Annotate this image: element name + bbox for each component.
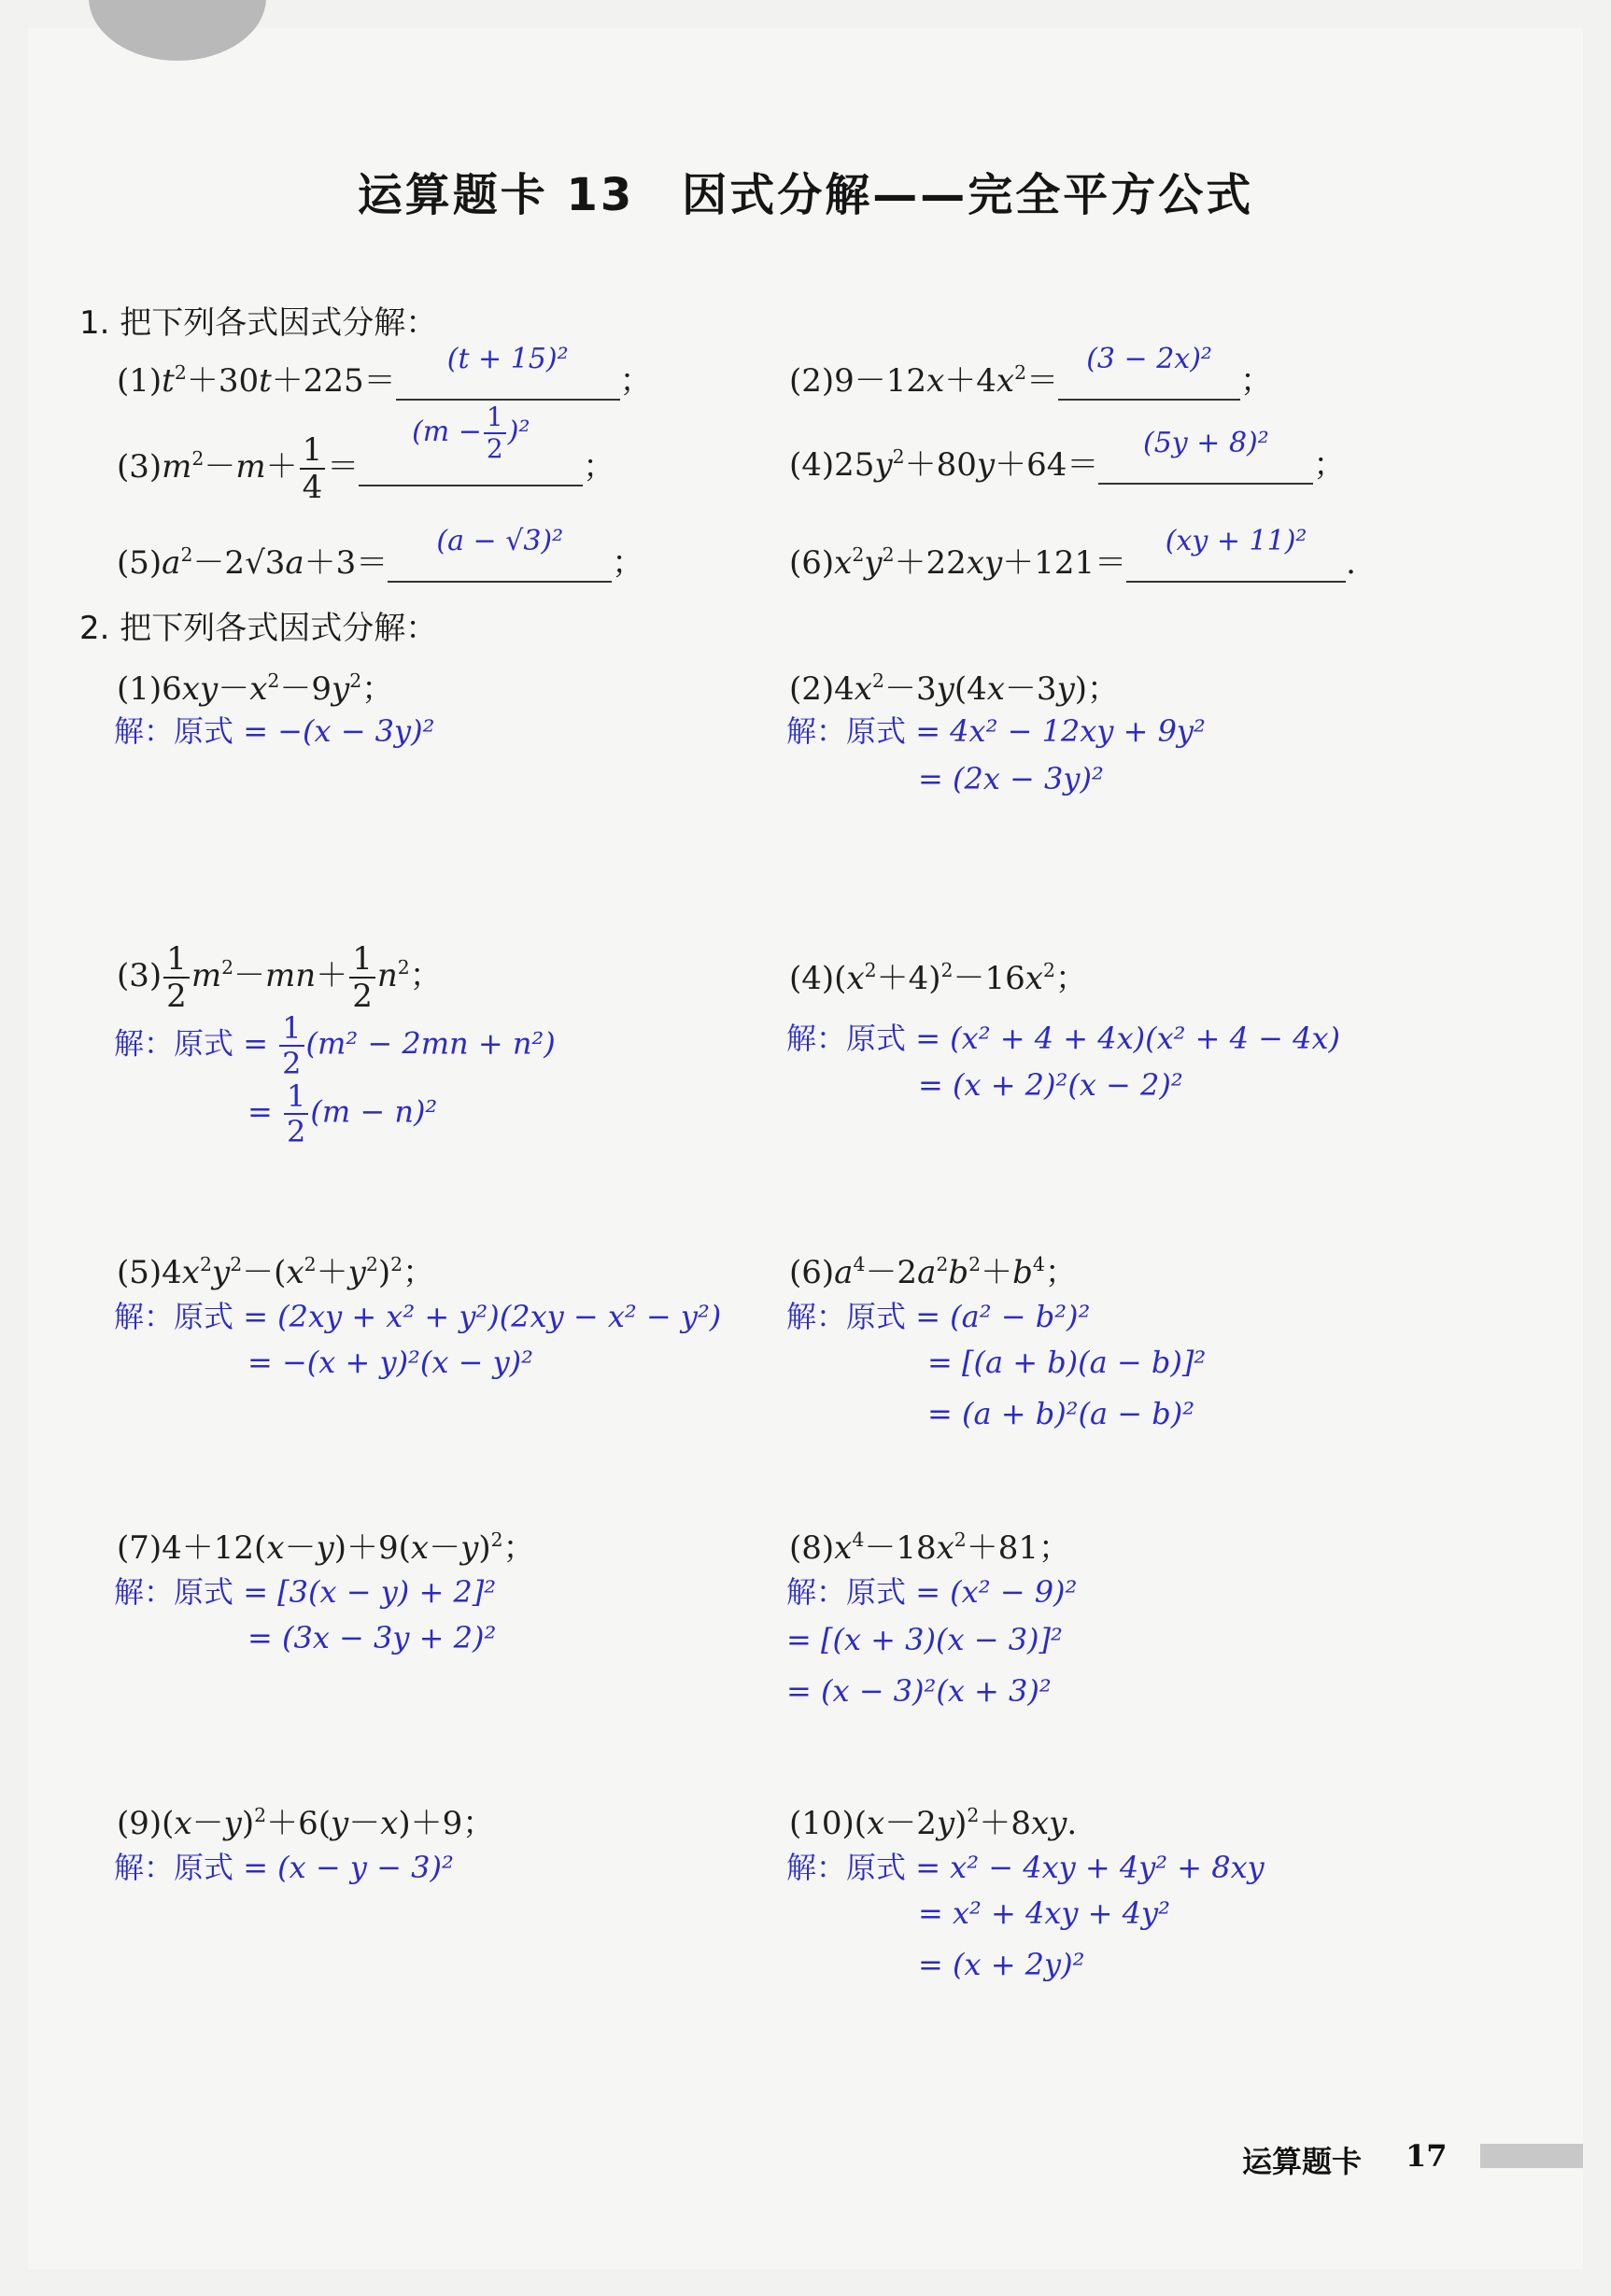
- s2-solution-5: 解：原式 = (2xy + x² + y²)(2xy − x² − y²): [114, 1299, 722, 1334]
- fraction: $\frac{1}{4}$: [300, 434, 326, 503]
- s2-problem-1: $(1)6xy-x^2-9y^2$；: [117, 669, 394, 708]
- s2-solution-4-step: = (x + 2)²(x − 2)²: [918, 1067, 1183, 1103]
- s2-solution-6: 解：原式 = (a² − b²)²: [786, 1299, 1091, 1334]
- s2-problem-9: $(9)(x-y)^2+6(y-x)+9$；: [117, 1803, 495, 1842]
- s2-solution-10-step-3: = (x + 2y)²: [918, 1947, 1085, 1982]
- s2-problem-10: $(10)(x-2y)^2+8xy$.: [789, 1803, 1078, 1842]
- answer: (t + 15)²: [446, 343, 569, 375]
- s1-item-4: $(4)25y^2+80y+64=$ (5y + 8)² ；: [789, 427, 1346, 484]
- answer-blank: [388, 525, 612, 583]
- s2-problem-5: $(5)4x^2y^2-(x^2+y^2)^2$；: [117, 1252, 435, 1291]
- s2-solution-1: 解：原式 = −(x − 3y)²: [114, 713, 435, 749]
- s1-item-5: $(5)a^2-2√3a+3=$ (a − √3)² ；: [117, 525, 644, 582]
- s2-problem-2: $(2)4x^2-3y(4x-3y)$；: [789, 669, 1120, 708]
- s2-solution-9: 解：原式 = (x − y − 3)²: [114, 1850, 454, 1885]
- s2-solution-6-step-3: = (a + b)²(a − b)²: [927, 1396, 1195, 1431]
- answer: (3 − 2x)²: [1086, 343, 1212, 375]
- footer-label: 运算题卡: [1242, 2144, 1363, 2179]
- answer-blank: [1098, 427, 1313, 485]
- s2-solution-2-step: = (2x − 3y)²: [918, 761, 1104, 796]
- s2-solution-8-step-3: = (x − 3)²(x + 3)²: [786, 1673, 1052, 1709]
- s2-solution-2: 解：原式 = 4x² − 12xy + 9y²: [786, 713, 1206, 749]
- s1-item-2: $(2)9-12x+4x^2=$ (3 − 2x)² ；: [789, 343, 1273, 400]
- section-2-heading: 2. 把下列各式因式分解：: [79, 610, 438, 647]
- s2-problem-4: $(4)(x^2+4)^2-16x^2$；: [789, 958, 1087, 997]
- footer-bar: [1480, 2144, 1583, 2168]
- s2-solution-6-step-2: = [(a + b)(a − b)]²: [927, 1345, 1207, 1380]
- s2-solution-10: 解：原式 = x² − 4xy + 4y² + 8xy: [786, 1850, 1265, 1885]
- page-title: 运算题卡 13 因式分解——完全平方公式: [357, 169, 1254, 221]
- s2-solution-5-step: = −(x + y)²(x − y)²: [247, 1345, 533, 1380]
- s2-problem-6: $(6)a^4-2a^2b^2+b^4$；: [789, 1252, 1077, 1291]
- answer-blank: [1126, 525, 1346, 583]
- s2-solution-10-step-2: = x² + 4xy + 4y²: [918, 1895, 1170, 1931]
- s1-item-6: $(6)x^2y^2+22xy+121=$ (xy + 11)² .: [789, 525, 1356, 582]
- s1-item-3: $(3)m^2-m+$ $\frac{1}{4}$ ＝ (m − $\frac{1}{2}$ )² ；: [117, 401, 615, 506]
- answer-blank: [359, 401, 583, 486]
- s2-solution-7-step: = (3x − 3y + 2)²: [247, 1620, 497, 1655]
- s1-item-1: $(1)t^2+30t+225=$ (t + 15)² ；: [117, 343, 652, 400]
- s2-solution-3: 解：原式 = $\frac{1}{2}$ (m² − 2mn + n²): [114, 1010, 556, 1081]
- s2-problem-8: $(8)x^4-18x^2+81$；: [789, 1528, 1071, 1567]
- s2-problem-3: (3) $\frac{1}{2}$ $m^2-mn+$ $\frac{1}{2}$ $n^2$；: [117, 940, 442, 1015]
- answer-blank: [396, 343, 620, 401]
- s2-solution-8: 解：原式 = (x² − 9)²: [786, 1574, 1078, 1610]
- s2-solution-4: 解：原式 = (x² + 4 + 4x)(x² + 4 − 4x): [786, 1021, 1341, 1056]
- answer-blank: [1058, 343, 1240, 401]
- section-1-heading: 1. 把下列各式因式分解：: [79, 304, 438, 342]
- answer: (xy + 11)²: [1165, 525, 1307, 557]
- s2-solution-7: 解：原式 = [3(x − y) + 2]²: [114, 1574, 497, 1610]
- s2-solution-3-step: = $\frac{1}{2}$ (m − n)²: [247, 1078, 438, 1149]
- s2-problem-7: $(7)4+12(x-y)+9(x-y)^2$；: [117, 1528, 535, 1567]
- page-number: 17: [1406, 2138, 1448, 2174]
- answer: (a − √3)²: [436, 525, 564, 557]
- answer: (m − $\frac{1}{2}$ )²: [412, 401, 530, 464]
- answer: (5y + 8)²: [1143, 427, 1269, 459]
- s2-solution-8-step-2: = [(x + 3)(x − 3)]²: [786, 1622, 1063, 1657]
